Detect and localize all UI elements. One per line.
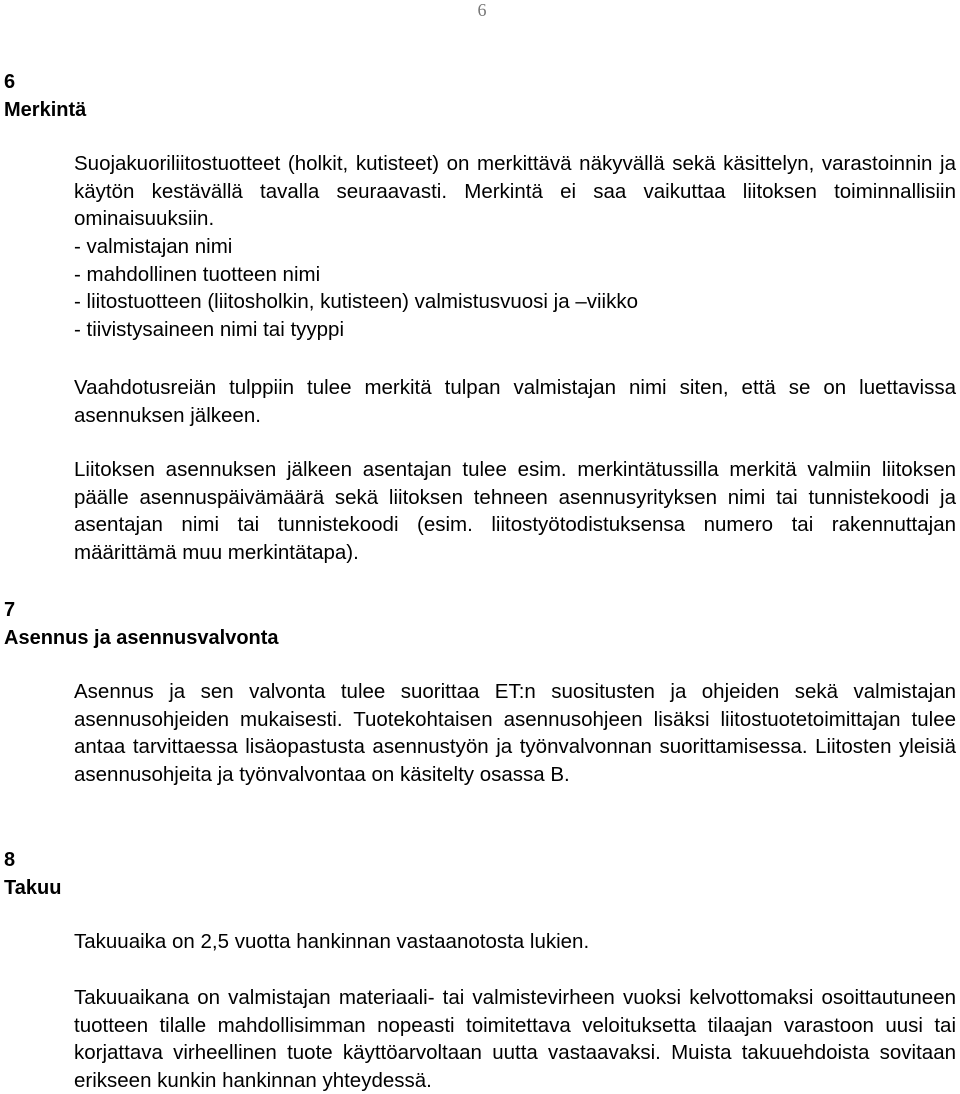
section-6-intro: Suojakuoriliitostuotteet (holkit, kutisteet) on merkittävä näkyvällä sekä käsittelyn, varastoinnin ja käytön kestävällä tavalla seuraavasti. Merkintä ei saa vaikuttaa liitoksen toiminnallisiin ominaisuuksiin. bbox=[74, 152, 956, 230]
page-number: 6 bbox=[477, 0, 487, 20]
section-8-number: 8 bbox=[4, 849, 16, 871]
section-7-number: 7 bbox=[4, 599, 16, 621]
section-8-paragraph: Takuuaikana on valmistajan materiaali- tai valmistevirheen vuoksi kelvottomaksi osoittautuneen tuotteen tilalle mahdollisimman nopeasti toimitettava veloituksetta tilaajan varastoon uusi tai korjattava virheellinen tuote käyttöarvoltaan uutta vastaavaksi. Muista takuuehdoista sovitaan erikseen kunkin hankinnan yhteydessä. bbox=[74, 986, 956, 1092]
section-6-list bbox=[74, 233, 956, 343]
section-7-paragraph: Asennus ja sen valvonta tulee suorittaa ET:n suositusten ja ohjeiden sekä valmistajan asennusohjeiden mukaisesti. Tuotekohtaisen asennusohjeen lisäksi liitostuotetoimittajan tulee antaa tarvittaessa lisäopastusta asennustyön ja työnvalvonnan suorittamisessa. Liitosten yleisiä asennusohjeita ja työnvalvontaa on käsitelty osassa B. bbox=[74, 680, 956, 786]
section-8-title: Takuu bbox=[4, 877, 62, 899]
list-item: - tiivistysaineen nimi tai tyyppi bbox=[74, 317, 345, 341]
section-6-number: 6 bbox=[4, 71, 16, 93]
section-6-paragraph: Vaahdotusreiän tulppiin tulee merkitä tulpan valmistajan nimi siten, että se on luettavissa asennuksen jälkeen. bbox=[74, 376, 956, 427]
list-item: - valmistajan nimi bbox=[74, 235, 233, 258]
list-item: - mahdollinen tuotteen nimi bbox=[74, 262, 321, 286]
section-6-paragraph: Liitoksen asennuksen jälkeen asentajan tulee esim. merkintätussilla merkitä valmiin liitoksen päälle asennuspäivämäärä sekä liitoksen tehneen asennusyrityksen nimi tai tunnistekoodi ja asentajan nimi tai tunnistekoodi (esim. liitostyötodistuksensa numero tai rakennuttajan määrittämä muu merkintätapa). bbox=[74, 458, 956, 564]
section-8-paragraph: Takuuaika on 2,5 vuotta hankinnan vastaanotosta lukien. bbox=[74, 930, 590, 953]
section-7-title: Asennus ja asennusvalvonta bbox=[4, 627, 279, 649]
list-item: - liitostuotteen (liitosholkin, kutisteen) valmistusvuosi ja –viikko bbox=[74, 290, 638, 313]
section-6-title: Merkintä bbox=[4, 99, 87, 121]
